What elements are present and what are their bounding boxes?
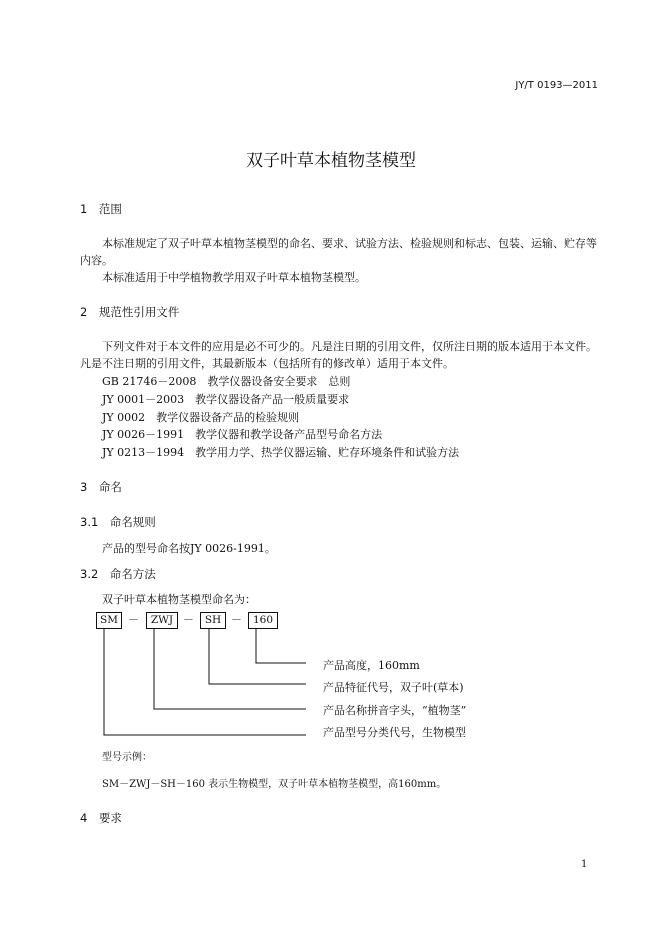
connector-line-height <box>256 629 306 663</box>
code-separator: － <box>183 613 194 626</box>
section-3-2-intro: 双子叶草本植物茎模型命名为： <box>102 593 256 606</box>
example-label: 型号示例： <box>102 752 152 763</box>
code-box-sm: SM <box>96 612 122 629</box>
code-box-sh: SH <box>200 612 226 629</box>
code-separator: － <box>128 613 139 626</box>
code-box-160: 160 <box>248 612 278 629</box>
section-1-paragraph-1: 本标准规定了双子叶草本植物茎模型的命名、要求、试验方法、检验规则和标志、包装、运输、贮存等内容。 <box>80 237 597 267</box>
page-title: 双子叶草本植物茎模型 <box>246 151 416 171</box>
section-3-1-text: 产品的型号命名按JY 0026-1991。 <box>102 542 276 555</box>
reference-item: GB 21746－2008 教学仪器设备安全要求 总则 <box>102 375 351 388</box>
connector-line-category <box>104 629 306 735</box>
section-1-heading: 1 范围 <box>80 202 122 216</box>
code-separator: － <box>231 613 242 626</box>
code-box-zwj: ZWJ <box>146 612 178 629</box>
section-3-1-heading: 3.1 命名规则 <box>80 515 156 529</box>
connector-line-name <box>154 629 306 709</box>
section-3-heading: 3 命名 <box>80 480 122 494</box>
section-2-heading: 2 规范性引用文件 <box>80 305 180 319</box>
reference-item: JY 0001－2003 教学仪器设备产品一般质量要求 <box>102 393 350 406</box>
reference-item: JY 0213－1994 教学用力学、热学仪器运输、贮存环境条件和试验方法 <box>102 446 460 459</box>
diagram-label-category: 产品型号分类代号，生物模型 <box>323 726 466 739</box>
document-number: JY/T 0193—2011 <box>515 80 598 91</box>
section-3-2-heading: 3.2 命名方法 <box>80 567 156 581</box>
diagram-label-height: 产品高度，160mm <box>323 659 420 672</box>
diagram-label-feature: 产品特征代号，双子叶(草本) <box>323 681 464 694</box>
section-4-heading: 4 要求 <box>80 811 122 825</box>
page-number: 1 <box>581 859 588 870</box>
section-1-paragraph-2: 本标准适用于中学植物教学用双子叶草本植物茎模型。 <box>102 271 366 284</box>
reference-item: JY 0002 教学仪器设备产品的检验规则 <box>102 411 300 424</box>
example-text: SM－ZWJ－SH－160 表示生物模型，双子叶草本植物茎模型，高160mm。 <box>102 779 447 790</box>
connector-line-feature <box>209 629 306 684</box>
section-2-paragraph-1: 下列文件对于本文件的应用是必不可少的。凡是注日期的引用文件，仅所注日期的版本适用于本文件。凡是不注日期的引用文件，其最新版本（包括所有的修改单）适用于本文件。 <box>80 340 597 370</box>
reference-item: JY 0026－1991 教学仪器和教学设备产品型号命名方法 <box>102 428 383 441</box>
diagram-label-name: 产品名称拼音字头，“植物茎” <box>323 704 467 717</box>
